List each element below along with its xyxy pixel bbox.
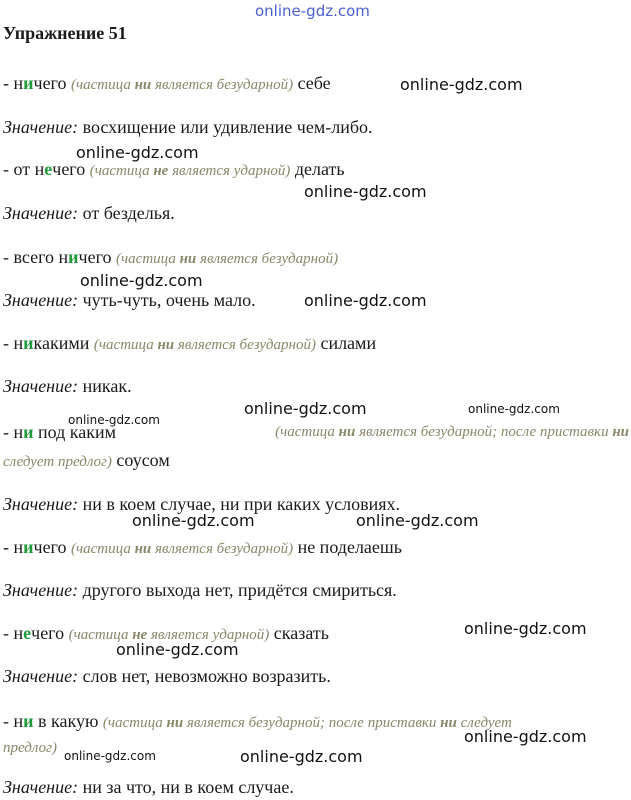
meaning-line-1: Значение: восхищение или удивление чем-либо.	[3, 117, 373, 137]
watermark: online-gdz.com	[464, 619, 587, 638]
watermark: online-gdz.com	[68, 413, 160, 427]
watermark: online-gdz.com	[64, 749, 156, 763]
watermark: online-gdz.com	[240, 747, 363, 766]
example-line-4: - никакими (частица ни является безударной) силами	[3, 333, 377, 353]
meaning-line-6: Значение: другого выхода нет, придётся смириться.	[3, 580, 397, 600]
watermark: online-gdz.com	[464, 727, 587, 746]
meaning-line-8: Значение: ни за что, ни в коем случае.	[3, 777, 294, 797]
example-line-6: - ничего (частица ни является безударной) не поделаешь	[3, 537, 402, 557]
meaning-line-3: Значение: чуть-чуть, очень мало.	[3, 290, 256, 310]
watermark: online-gdz.com	[80, 271, 203, 290]
watermark: online-gdz.com	[304, 182, 427, 201]
meaning-line-4: Значение: никак.	[3, 376, 132, 396]
example-line-1: - ничего (частица ни является безударной) себе	[3, 73, 331, 93]
example-line-2: - от нечего (частица не является ударной) делать	[3, 159, 345, 179]
example-line-5: - ни под каким (частица ни является безударной; после приставки ни	[3, 422, 629, 442]
meaning-line-2: Значение: от безделья.	[3, 203, 175, 223]
watermark: online-gdz.com	[76, 143, 199, 162]
page-title: Упражнение 51	[3, 23, 127, 43]
watermark: online-gdz.com	[116, 640, 239, 659]
example-line-8: - ни в какую (частица ни является безударной; после приставки ни следует	[3, 711, 512, 731]
meaning-line-5: Значение: ни в коем случае, ни при каких условиях.	[3, 494, 401, 514]
watermark: online-gdz.com	[304, 291, 427, 310]
watermark: online-gdz.com	[356, 511, 479, 530]
example-line-8-cont: предлог)	[3, 740, 57, 756]
example-line-3: - всего ничего (частица ни является безударной)	[3, 247, 339, 267]
watermark: online-gdz.com	[132, 511, 255, 530]
watermark: online-gdz.com	[400, 75, 523, 94]
watermark: online-gdz.com	[255, 2, 370, 20]
watermark: online-gdz.com	[468, 402, 560, 416]
example-line-5-cont: следует предлог) соусом	[3, 450, 170, 470]
meaning-line-7: Значение: слов нет, невозможно возразить.	[3, 666, 331, 686]
watermark: online-gdz.com	[244, 399, 367, 418]
example-line-7: - нечего (частица не является ударной) сказать	[3, 623, 329, 643]
